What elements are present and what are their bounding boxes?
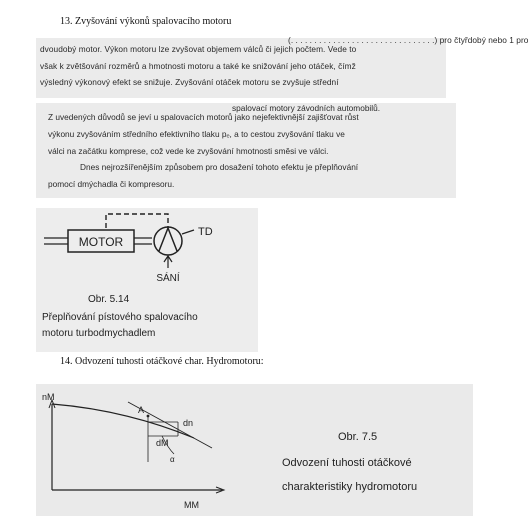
turbocharger-diagram	[36, 208, 258, 352]
text-line: Dnes nejrozšířenějším způsobem pro dosažení tohoto efektu je přeplňování	[80, 162, 359, 173]
figure-caption-line: Odvození tuhosti otáčkové	[282, 457, 412, 469]
hydromotor-diagram	[36, 384, 473, 516]
text-line: Z uvedených důvodů se jeví u spalovacích motorů jako nejefektivnější zajišťovat růst	[48, 112, 359, 122]
figure-number: Obr. 7.5	[338, 431, 378, 443]
characteristic-curve	[52, 404, 194, 438]
dn-label: dn	[183, 418, 194, 428]
dm-label: dM	[156, 438, 169, 448]
figure-caption-line: charakteristiky hydromotoru	[282, 481, 418, 493]
text-line: výkonu zvyšováním středního efektivního tlaku pₑ, a to cestou zvyšování tlaku ve	[48, 128, 345, 139]
text-line: však k zvětšování rozměrů a hmotnosti motoru a také ke snižování jeho otáček, čímž	[40, 60, 356, 71]
section-heading-14: 14. Odvození tuhosti otáčkové char. Hydromotoru:	[60, 356, 264, 367]
motor-label: MOTOR	[78, 235, 124, 249]
figure-turbocharger	[36, 208, 258, 352]
cut-text-line: (. . . . . . . . . . . . . . . . . . . . . . . . . . . . . . .) pro čtyřdobý nebo 1 pro	[288, 35, 528, 45]
x-axis-label: MM	[184, 500, 199, 510]
cut-text-line: spalovací motory závodních automobilů.	[232, 103, 381, 113]
alpha-label: α	[170, 455, 175, 464]
figure-caption-line: Přeplňování pístového spalovacího	[42, 312, 198, 323]
text-line: dvoudobý motor. Výkon motoru lze zvyšovat objemem válců či jejich počtem. Vede to	[40, 44, 357, 54]
td-label: TD	[198, 226, 213, 238]
figure-number: Obr. 5.14	[88, 294, 130, 305]
y-axis-label: nM	[42, 392, 55, 402]
dashed-exhaust-line	[106, 214, 168, 228]
compressor-symbol	[159, 228, 177, 251]
section-heading-13: 13. Zvyšování výkonů spalovacího motoru	[60, 16, 232, 27]
point-a-label: A	[138, 405, 145, 415]
turbocharger-icon	[154, 227, 182, 255]
sani-label: SÁNÍ	[156, 273, 180, 284]
text-line: pomocí dmýchadla či kompresoru.	[48, 179, 175, 190]
text-line: válci na začátku komprese, což vede ke zvyšování hmotnosti směsi ve válci.	[48, 145, 329, 156]
scanned-text-block-2	[36, 103, 456, 198]
figure-caption-line: motoru turbodmychadlem	[42, 328, 156, 339]
pipe-line	[182, 230, 194, 234]
figure-hydromotor	[36, 384, 473, 516]
text-line: výsledný výkonový efekt se snižuje. Zvyšování otáček motoru se zvyšuje střední	[40, 77, 339, 87]
scanned-text-block-1	[36, 35, 528, 98]
